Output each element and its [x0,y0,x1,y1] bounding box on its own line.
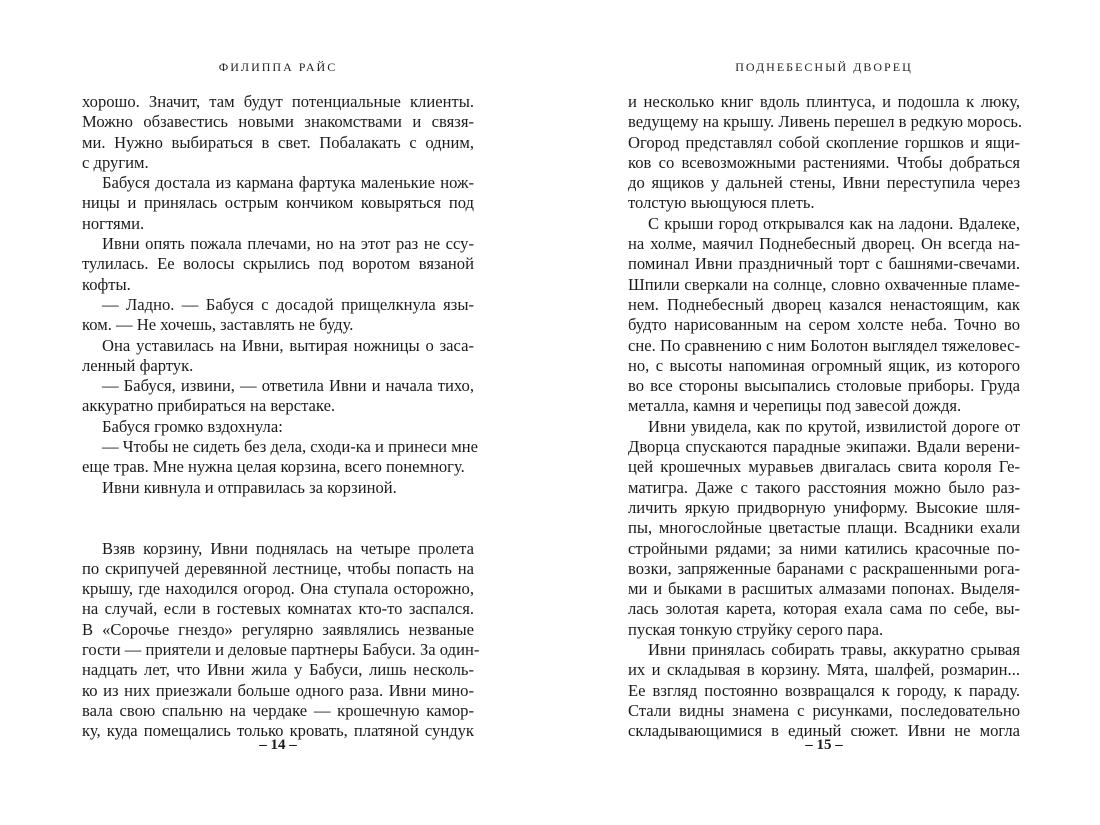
text-line: будто нарисованным на сером холсте неба. Точно во [628,315,1020,335]
text-line: Ивни принялась собирать травы, аккуратно срывая [648,640,1020,660]
text-line: ку, куда помещались только кровать, платяной сундук [82,721,474,741]
text-line: Дворца спускаются парадные экипажи. Вдали верени- [628,437,1020,457]
text-line: вала свою спальню на чердаке — крошечную камор- [82,700,474,720]
text-line: цей крошечных муравьев двигалась свита короля Ге- [628,457,1020,477]
text-line: и несколько книг вдоль плинтуса, и подошла к люку, [628,92,1020,111]
text-line: их и складывая в корзину. Мята, шалфей, розмарин... [628,660,1020,680]
text-line: на случай, если в гостевых комнатах кто-то заспался. [82,599,474,619]
text-line: — Чтобы не сидеть без дела, сходи-ка и принеси мне [102,437,478,457]
text-line: ко из них приезжали больше одного раза. Ивни мино- [82,680,474,700]
text-line: стройными рядами; за ними катились красочные по- [628,538,1020,558]
text-line: сне. По сравнению с ним Болотон выглядел тяжеловес- [628,335,1020,355]
left-page [82,0,480,825]
text-line: ногтями. [82,213,145,233]
text-line: Взяв корзину, Ивни поднялась на четыре пролета [102,538,474,558]
text-line: ми и быками в расшитых алмазами попонах. Выделя- [628,579,1020,599]
text-line: гости — приятели и деловые партнеры Бабуси. За один- [82,640,480,660]
text-line: поминал Ивни праздничный торт с башнями-свечами. [628,254,1020,274]
text-line: Стали видны знамена с рисунками, последовательно [628,700,1020,720]
page-number: – 14 – [259,737,297,753]
text-line [82,498,474,518]
text-line: Можно обзавестись новыми знакомствами и связя- [82,112,474,132]
right-page [628,0,1023,825]
text-line: — Бабуся, извини, — ответила Ивни и начала тихо, [102,376,474,396]
text-line: ведущему на крышу. Ливень перешел в редкую морось. [628,112,1023,132]
text-line: Она уставилась на Ивни, вытирая ножницы о заса- [102,335,474,355]
text-line: на холме, маячил Поднебесный дворец. Он всегда на- [628,234,1020,254]
text-line: толстую вьющуюся плеть. [628,193,815,213]
text-line: Шпили сверкали на солнце, словно охваченные пламе- [628,274,1020,294]
text-line: Бабуся громко вздохнула: [102,416,283,436]
text-line: лась золотая карета, которая ехала сама по себе, вы- [628,599,1020,619]
text-line: матигра. Даже с такого расстояния можно было раз- [628,477,1020,497]
text-line: пы, многослойные цветастые плащи. Всадники ехали [628,518,1020,538]
text-line: кофты. [82,274,131,294]
text-line: ми. Нужно выбираться в свет. Побалакать с одним, [82,132,474,152]
text-line: ницы и принялась острым кончиком ковыряться под [82,193,474,213]
text-line: ленный фартук. [82,355,194,375]
page-number: – 15 – [805,737,843,753]
running-head-title: ПОДНЕБЕСНЫЙ ДВОРЕЦ [735,60,913,74]
text-line: С крыши город открывался как на ладони. Вдалеке, [648,213,1020,233]
running-head-author: ФИЛИППА РАЙС [218,60,338,74]
text-line: пуская тонкую струйку серого пара. [628,619,884,639]
text-line: нем. Поднебесный дворец казался ненастоящим, как [628,294,1020,314]
text-line: ком. — Не хочешь, заставлять не буду. [82,315,354,335]
text-line: надцать лет, что Ивни жила у Бабуси, лишь несколь- [82,660,474,680]
right-page-body [628,92,1023,742]
text-line: Ее взгляд постоянно возвращался к городу, к параду. [628,680,1020,700]
text-line: ков со всевозможными растениями. Чтобы добраться [628,152,1020,172]
text-line: — Ладно. — Бабуся с досадой прищелкнула язы- [102,294,474,314]
text-line: металла, камня и черепицы под завесой дождя. [628,396,962,416]
text-line: но, с высоты напоминая огромный ящик, из которого [628,355,1020,375]
text-line: до ящиков у дальней стены, Ивни переступила через [628,173,1020,193]
text-line: аккуратно прибираться на верстаке. [82,396,336,416]
text-line: Огород представлял собой скопление горшков и ящи- [628,132,1020,152]
text-line [82,518,474,538]
text-line: возки, запряженные баранами с раскрашенными рога- [628,558,1020,578]
text-line: личить яркую придворную униформу. Высокие шля- [628,497,1020,517]
text-line: по скрипучей деревянной лестнице, чтобы попасть на [82,558,474,578]
text-line: В «Сорочье гнездо» регулярно заявлялись незваные [82,619,474,639]
left-page-body [82,92,480,742]
text-line: Бабуся достала из кармана фартука маленькие нож- [102,173,474,193]
text-line: хорошо. Значит, там будут потенциальные клиенты. [82,92,474,111]
text-line: с другим. [82,152,149,172]
text-line: Ивни кивнула и отправилась за корзиной. [102,477,397,497]
text-line: во все стороны высыпались столовые приборы. Груда [628,376,1020,396]
text-line: тулилась. Ее волосы скрылись под воротом вязаной [82,254,474,274]
text-line: складывающимися в единый сюжет. Ивни не могла [628,721,1020,741]
text-line: еще трав. Мне нужна целая корзина, всего понемногу. [82,457,465,477]
text-line: Ивни увидела, как по крутой, извилистой дороге от [648,416,1020,436]
text-line: Ивни опять пожала плечами, но на этот раз не ссу- [102,234,474,254]
text-line: крышу, где находился огород. Она ступала осторожно, [82,579,474,599]
